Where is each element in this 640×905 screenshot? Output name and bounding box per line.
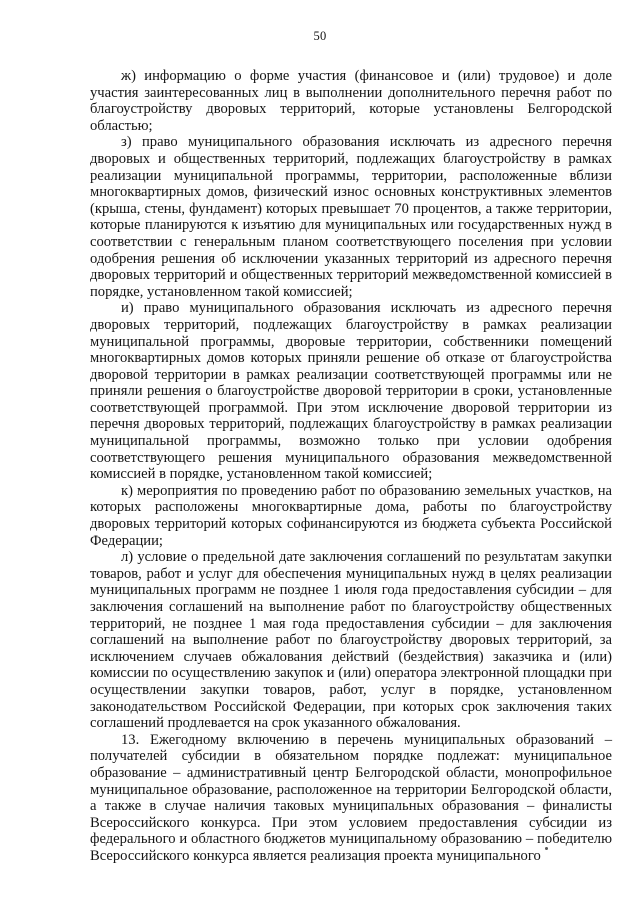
scan-speck bbox=[545, 847, 548, 850]
paragraph-z: з) право муниципального образования исключать из адресного перечня дворовых и общественных территорий, подлежащих благоустройству в рамках реализации муниципальной программы, территории, расположенные вблизи многоквартирных домов, физический износ основных конструктивных элементов (крыша, стены, фундамент) которых превышает 70 процентов, а также территории, которые планируются к изъятию для муниципальных или государственных нужд в соответствии с генеральным планом соответствующего поселения при условии одобрения решения об исключении указанных территорий из адресного перечня дворовых территорий и общественных территорий межведомственной комиссией в порядке, установленном такой комиссией; bbox=[90, 134, 612, 300]
paragraph-l: л) условие о предельной дате заключения соглашений по результатам закупки товаров, работ и услуг для обеспечения муниципальных нужд в целях реализации муниципальных программ не позднее 1 июля года предоставления субсидии – для заключения соглашений на выполнение работ по благоустройству общественных территорий, не позднее 1 мая года предоставления субсидии – для заключения соглашений на выполнение работ по благоустройству дворовых территорий, за исключением случаев обжалования действий (бездействия) заказчика и (или) комиссии по осуществлению закупок и (или) оператора электронной площадки при осуществлении закупки товаров, работ, услуг в порядке, установленном законодательством Российской Федерации, при которых срок заключения таких соглашений продлевается на срок указанного обжалования. bbox=[90, 549, 612, 732]
page-number: 50 bbox=[313, 29, 327, 43]
paragraph-13: 13. Ежегодному включению в перечень муниципальных образований – получателей субсидии в обязательном порядке подлежат: муниципальное образование – административный центр Белгородской области, монопрофильное муниципальное образование, расположенное на территории Белгородской области, а также в случае наличия таковых муниципальных образования – финалисты Всероссийского конкурса. При этом условием предоставления субсидии из федерального и областного бюджетов муниципальному образованию – победителю Всероссийского конкурса является реализация проекта муниципального bbox=[90, 731, 612, 864]
paragraph-k: к) мероприятия по проведению работ по образованию земельных участков, на которых расположены многоквартирные дома, работы по благоустройству дворовых территорий которых софинансируются из бюджета субъекта Российской Федерации; bbox=[90, 482, 612, 549]
document-body bbox=[90, 68, 612, 865]
paragraph-i: и) право муниципального образования исключать из адресного перечня дворовых территорий, подлежащих благоустройству в рамках реализации муниципальной программы, дворовые территории, собственники помещений многоквартирных домов которых приняли решение об отказе от благоустройства дворовой территории в рамках реализации соответствующей программы или не приняли решения о благоустройстве дворовой территории в сроки, установленные соответствующей программой. При этом исключение дворовой территории из перечня дворовых территорий, подлежащих благоустройству в рамках реализации муниципальной программы, возможно только при условии одобрения соответствующего решения муниципального образования межведомственной комиссией в порядке, установленном такой комиссией; bbox=[90, 300, 612, 483]
paragraph-zh: ж) информацию о форме участия (финансовое и (или) трудовое) и доле участия заинтересованных лиц в выполнении дополнительного перечня работ по благоустройству дворовых территорий, которые установлены Белгородской областью; bbox=[90, 68, 612, 134]
